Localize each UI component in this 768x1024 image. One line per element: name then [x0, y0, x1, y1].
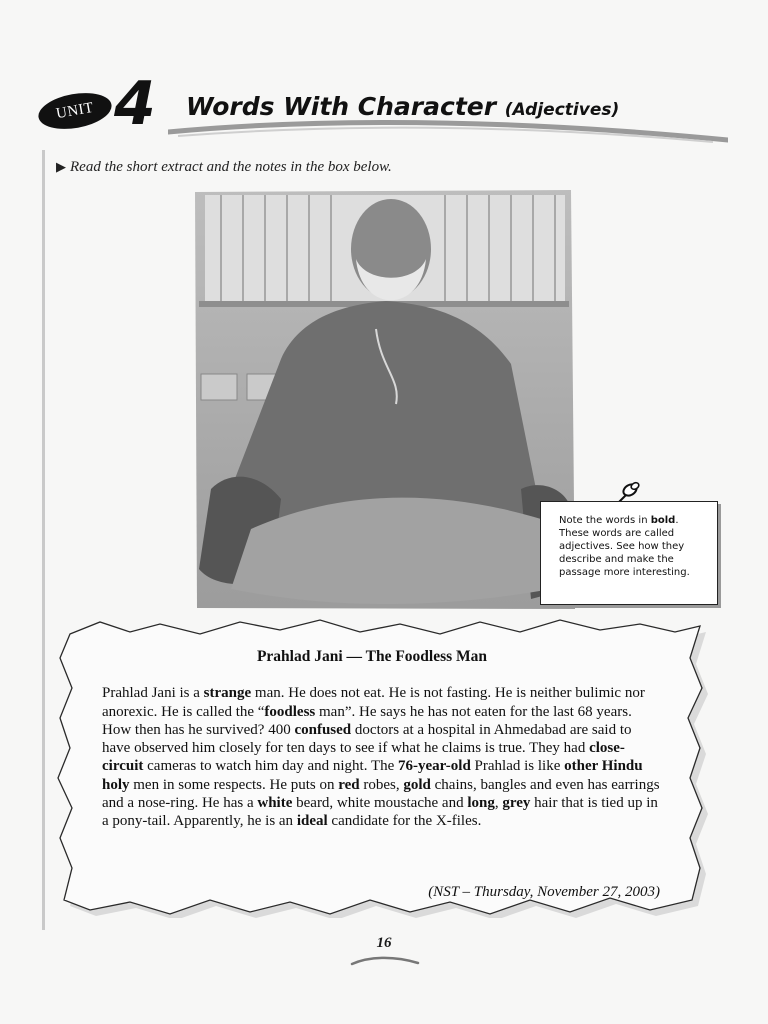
article-text-run: Prahlad Jani is a	[102, 685, 204, 702]
article-source: (NST – Thursday, November 27, 2003)	[428, 884, 660, 900]
unit-header	[38, 69, 728, 144]
note-box	[540, 501, 718, 605]
unit-title-text: Words With Character	[186, 92, 497, 121]
article-body	[102, 684, 662, 830]
adjective-bold: foodless	[264, 703, 316, 720]
adjective-bold: grey	[502, 795, 531, 812]
article	[102, 648, 662, 831]
article-title: Prahlad Jani — The Foodless Man	[256, 648, 488, 665]
article-text-run: chains, bangles and even has earrings and a nose-ring. He has a	[102, 776, 660, 812]
article-text-run: Prahlad is like	[470, 758, 565, 775]
wall-socket	[201, 374, 237, 400]
adjective-bold: other Hindu holy	[102, 758, 643, 793]
article-text-run: hair that is tied up in a pony-tail. Apparently, he is an	[102, 795, 658, 830]
unit-badge: UNIT	[36, 88, 115, 134]
instruction-text: Read the short extract and the notes in the box below.	[70, 159, 392, 175]
adjective-bold: confused	[294, 721, 352, 738]
page-margin-line	[42, 150, 45, 930]
adjective-bold: strange	[203, 685, 252, 702]
adjective-bold: gold	[403, 776, 431, 793]
adjective-bold: close-circuit	[102, 740, 625, 775]
note-text-after-bold: . These words are called adjectives. See how they describe and make the passage more interesting.	[559, 515, 690, 578]
article-text-run: man. He does not eat. He is not fasting. He is neither bulimic nor anorexic. He is called the “	[102, 685, 645, 720]
article-text-run: beard, white moustache and	[292, 795, 468, 812]
article-text-run: doctors at a hospital in Ahmedabad are said to have observed him closely for ten days to see if what he claims is true. They had	[102, 721, 632, 757]
page-number-swoosh	[350, 954, 420, 968]
adjective-bold: long	[467, 795, 495, 812]
article-text-run: men in some respects. He puts on	[129, 776, 339, 793]
article-text-run: man”. He says he has not eaten for the last 68 years. How then has he survived? 400	[102, 703, 632, 738]
triangle-right-icon: ▶	[56, 159, 66, 174]
photo-prahlad-jani	[191, 189, 577, 611]
article-text-run: cameras to watch him day and night. The	[143, 758, 399, 775]
unit-subtitle: (Adjectives)	[504, 100, 620, 120]
adjective-bold: red	[338, 776, 360, 793]
note-text-before-bold: Note the words in	[559, 515, 651, 526]
article-text-run: robes,	[359, 776, 404, 793]
adjective-bold: ideal	[296, 813, 328, 830]
unit-title	[186, 92, 619, 121]
adjective-bold: white	[257, 795, 293, 812]
adjective-bold: 76-year-old	[398, 758, 471, 775]
page-number: 16	[376, 935, 392, 951]
unit-number: 4	[114, 69, 156, 139]
instruction	[56, 159, 392, 176]
article-text-run: candidate for the X-files.	[327, 813, 482, 830]
article-text-run: ,	[494, 795, 503, 812]
note-bold-word: bold	[650, 515, 676, 526]
